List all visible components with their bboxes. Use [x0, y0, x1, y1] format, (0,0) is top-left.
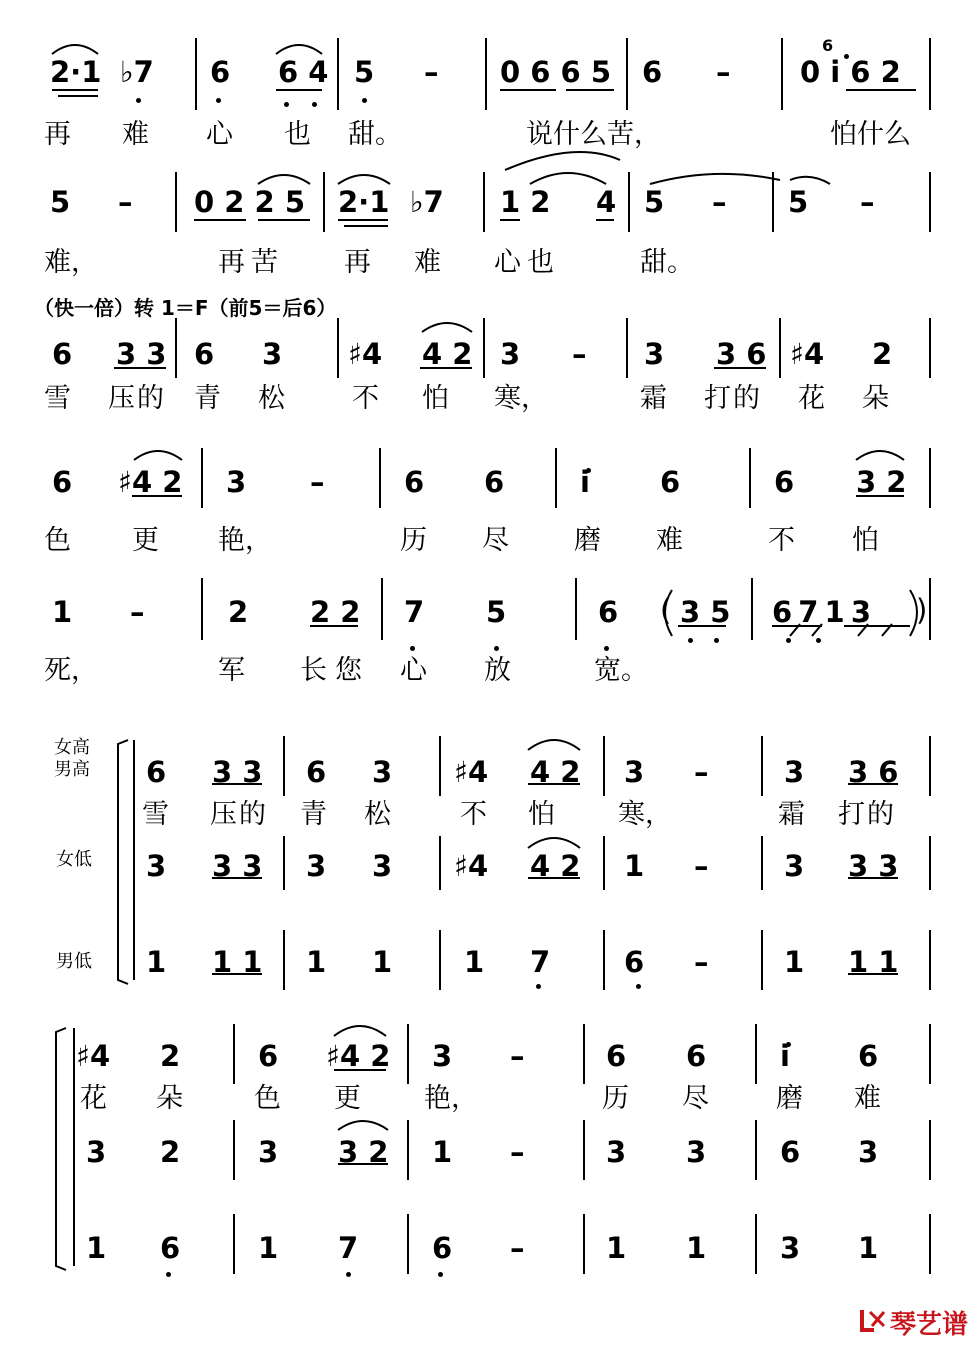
- note: –: [572, 337, 587, 371]
- lyric: 更: [132, 525, 159, 556]
- lyric: 色: [254, 1083, 281, 1114]
- watermark-text: 琴艺谱: [890, 1310, 969, 1340]
- low-octave-dot: [166, 1272, 171, 1277]
- note: 2·1: [50, 55, 102, 89]
- note: –: [712, 185, 727, 219]
- low-octave-dot: [714, 638, 719, 643]
- note: 5: [486, 595, 507, 629]
- note: 3: [258, 1135, 279, 1169]
- note: 3 2: [856, 465, 907, 499]
- note: 3: [784, 755, 805, 789]
- note: 1: [464, 945, 485, 979]
- note: 6: [774, 465, 795, 499]
- note: ♯4: [454, 849, 489, 883]
- lyric: 难: [854, 1083, 881, 1114]
- low-octave-dot: [346, 1272, 351, 1277]
- note: 3: [226, 465, 247, 499]
- note: 0 i 6 2: [800, 55, 901, 89]
- lyric: 艳，: [424, 1083, 478, 1114]
- note: 6: [660, 465, 681, 499]
- note: ♭7: [410, 185, 444, 219]
- voice-label-tenor: 男高: [54, 759, 90, 780]
- note: 1 2: [500, 185, 551, 219]
- low-octave-dot: [536, 984, 541, 989]
- lyric: 怕: [422, 383, 449, 414]
- lyric: 说什么苦，: [526, 119, 661, 150]
- grace-note: 6: [822, 36, 834, 55]
- lyric: 霜: [778, 799, 805, 830]
- note: 1: [146, 945, 167, 979]
- lyric: 松: [258, 383, 285, 414]
- note: 7: [530, 945, 551, 979]
- note: 6: [52, 337, 73, 371]
- voice-label-soprano: 女高: [54, 737, 90, 758]
- note: 3: [606, 1135, 627, 1169]
- note: –: [118, 185, 133, 219]
- note: 3: [624, 755, 645, 789]
- note: i: [580, 465, 590, 499]
- paren-close: ): [916, 593, 928, 627]
- lyric: 再: [44, 119, 71, 150]
- low-octave-dot: [312, 102, 317, 107]
- note: 2: [160, 1039, 181, 1073]
- note: 3: [686, 1135, 707, 1169]
- note: –: [716, 55, 731, 89]
- lyric: 长您: [300, 655, 370, 686]
- note: ♯4: [454, 755, 489, 789]
- lyric: 打的: [838, 799, 896, 830]
- lyric: 怕: [528, 799, 555, 830]
- low-octave-dot: [688, 638, 693, 643]
- note: 1: [372, 945, 393, 979]
- note: 7: [404, 595, 425, 629]
- lyric: 再: [344, 247, 371, 278]
- low-octave-dot: [410, 646, 415, 651]
- note: 6: [258, 1039, 279, 1073]
- note: –: [310, 465, 325, 499]
- note: 3: [372, 755, 393, 789]
- low-octave-dot: [494, 646, 499, 651]
- note: 1: [306, 945, 327, 979]
- note: 3 3: [116, 337, 167, 371]
- lyric: 难，: [44, 247, 98, 278]
- note: 4 2: [422, 337, 473, 371]
- note: 2: [160, 1135, 181, 1169]
- note: ♯4 2: [326, 1039, 391, 1073]
- note: 6: [210, 55, 231, 89]
- low-octave-dot: [362, 98, 367, 103]
- voice-label-alto: 女低: [56, 849, 92, 870]
- note: 3 3: [212, 849, 263, 883]
- note: i: [780, 1039, 790, 1073]
- note: 6: [404, 465, 425, 499]
- note: 6: [52, 465, 73, 499]
- voice-label-bass: 男低: [56, 951, 92, 972]
- note: 6: [858, 1039, 879, 1073]
- lyric: 历: [400, 525, 427, 556]
- note: 4 2: [530, 849, 581, 883]
- lyric: 心也: [494, 247, 560, 278]
- note: ♯4: [790, 337, 825, 371]
- note: 4 2: [530, 755, 581, 789]
- note: 6: [194, 337, 215, 371]
- note: 2·1: [338, 185, 390, 219]
- note: 3: [372, 849, 393, 883]
- note: 6: [146, 755, 167, 789]
- note: 3: [86, 1135, 107, 1169]
- tempo-key-change-note: （快一倍）转 1＝F（前5＝后6）: [34, 296, 337, 320]
- note: 4: [596, 185, 617, 219]
- lyric: 更: [334, 1083, 361, 1114]
- lyric: 尽: [482, 525, 509, 556]
- lyric: 寒，: [618, 799, 672, 830]
- note: 1: [86, 1231, 107, 1265]
- lyric: 不: [768, 525, 795, 556]
- note: 1 1: [212, 945, 263, 979]
- note: 6: [598, 595, 619, 629]
- note: 1: [258, 1231, 279, 1265]
- note: 6: [484, 465, 505, 499]
- lyric: 雪: [44, 383, 71, 414]
- lyric: 历: [602, 1083, 629, 1114]
- note: 5: [644, 185, 665, 219]
- lyric: 放: [484, 655, 511, 686]
- note: 3 2: [338, 1135, 389, 1169]
- lyric: 磨: [776, 1083, 803, 1114]
- note: ♭7: [120, 55, 154, 89]
- note: 6: [432, 1231, 453, 1265]
- note: 3: [500, 337, 521, 371]
- lyric: 心: [206, 119, 233, 150]
- lyric: 花: [80, 1083, 107, 1114]
- note: 1: [432, 1135, 453, 1169]
- low-octave-dot: [284, 102, 289, 107]
- note: 3 5: [680, 595, 731, 629]
- note: 3: [432, 1039, 453, 1073]
- note: 5: [788, 185, 809, 219]
- note: 3: [644, 337, 665, 371]
- lyric: 甜。: [640, 247, 694, 278]
- lyric: 难: [122, 119, 149, 150]
- low-octave-dot: [636, 984, 641, 989]
- note: 3: [858, 1135, 879, 1169]
- note: 1: [686, 1231, 707, 1265]
- low-octave-dot: [816, 638, 821, 643]
- note: 6: [780, 1135, 801, 1169]
- lyric: 松: [364, 799, 391, 830]
- note: 6 4: [278, 55, 329, 89]
- note: ♯4 2: [118, 465, 183, 499]
- note: 0 6 6 5: [500, 55, 612, 89]
- lyric: 磨: [574, 525, 601, 556]
- note: 3: [262, 337, 283, 371]
- note: 2: [872, 337, 893, 371]
- note: –: [424, 55, 439, 89]
- lyric: 甜。: [348, 119, 402, 150]
- note: 1: [858, 1231, 879, 1265]
- note: –: [694, 945, 709, 979]
- lyric: 死，: [44, 655, 98, 686]
- note: –: [860, 185, 875, 219]
- note: 3 3: [212, 755, 263, 789]
- note: 6: [306, 755, 327, 789]
- lyric: 宽。: [594, 655, 648, 686]
- lyric: 再苦: [218, 247, 284, 278]
- note: 3 6: [716, 337, 767, 371]
- lyric: 色: [44, 525, 71, 556]
- low-octave-dot: [136, 98, 141, 103]
- low-octave-dot: [216, 98, 221, 103]
- lyric: 不: [460, 799, 487, 830]
- note: 3 6: [848, 755, 899, 789]
- lyric: 寒，: [494, 383, 548, 414]
- note: –: [510, 1135, 525, 1169]
- lyric: 难: [414, 247, 441, 278]
- lyric: 打的: [704, 383, 762, 414]
- note: 3: [784, 849, 805, 883]
- lyric: 艳，: [218, 525, 272, 556]
- lyric: 怕: [852, 525, 879, 556]
- low-octave-dot: [604, 646, 609, 651]
- note: 6: [160, 1231, 181, 1265]
- note: 5: [50, 185, 71, 219]
- lyric: 朵: [156, 1083, 183, 1114]
- watermark-logo-icon: [858, 1306, 888, 1336]
- note: 1: [52, 595, 73, 629]
- lyric: 青: [194, 383, 221, 414]
- lyric: 尽: [682, 1083, 709, 1114]
- note: –: [694, 755, 709, 789]
- lyric: 花: [798, 383, 825, 414]
- note: ♯4: [76, 1039, 111, 1073]
- note: 1: [606, 1231, 627, 1265]
- lyric: 雪: [142, 799, 169, 830]
- lyric: 怕什么: [830, 119, 911, 150]
- note: 6: [686, 1039, 707, 1073]
- note: 3 3: [848, 849, 899, 883]
- note: 6: [642, 55, 663, 89]
- lyric: 难: [656, 525, 683, 556]
- note: 3: [780, 1231, 801, 1265]
- lyric: 青: [300, 799, 327, 830]
- lyric: 朵: [862, 383, 889, 414]
- note: 1: [624, 849, 645, 883]
- note: –: [694, 849, 709, 883]
- note: 6: [624, 945, 645, 979]
- note: 2 2: [310, 595, 361, 629]
- note: 3: [306, 849, 327, 883]
- note: 5: [354, 55, 375, 89]
- note: –: [510, 1039, 525, 1073]
- lyric: 不: [352, 383, 379, 414]
- lyric: 也: [284, 119, 311, 150]
- note: 2: [228, 595, 249, 629]
- note: 3: [146, 849, 167, 883]
- note: 0 2 2 5: [194, 185, 306, 219]
- lyric: 压的: [210, 799, 268, 830]
- lyric: 军: [218, 655, 245, 686]
- note: ♯4: [348, 337, 383, 371]
- lyric: 压的: [108, 383, 166, 414]
- note: 1: [784, 945, 805, 979]
- note: –: [510, 1231, 525, 1265]
- low-octave-dot: [786, 638, 791, 643]
- note: 6 7 1 3: [772, 595, 870, 629]
- low-octave-dot: [438, 1272, 443, 1277]
- lyric: 霜: [640, 383, 667, 414]
- lyric: 心: [400, 655, 427, 686]
- paren-open: (: [660, 593, 672, 627]
- note: 1 1: [848, 945, 899, 979]
- note: 7: [338, 1231, 359, 1265]
- note: 6: [606, 1039, 627, 1073]
- note: –: [130, 595, 145, 629]
